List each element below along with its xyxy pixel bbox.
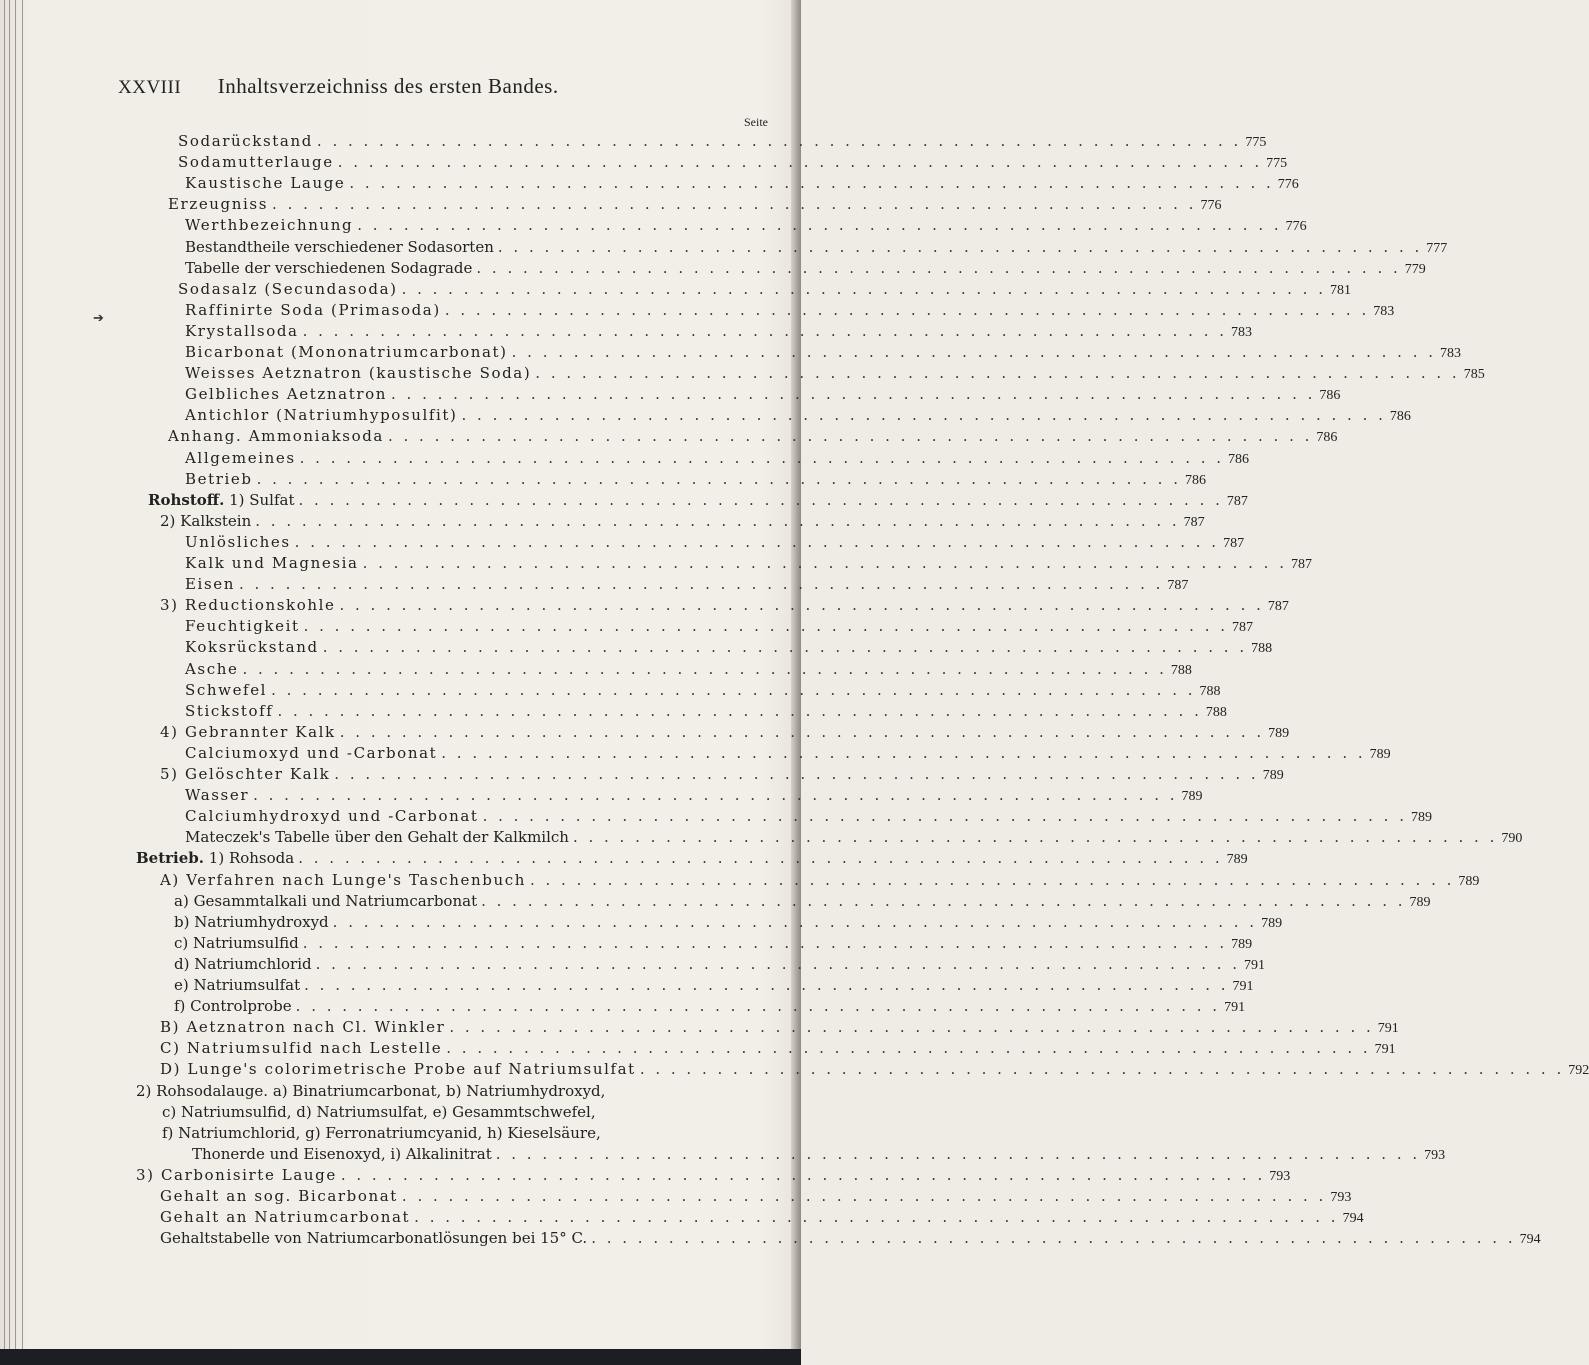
leader-dots: . . . . . . . . . . . . . . . . . . . . . . . . . . . . . . . . . . . . . . . . . . . . . . . . . . . . . . . . . . . . (303, 617, 1229, 636)
toc-entry-label: Weisses Aetznatron (kaustische Soda) (185, 364, 532, 383)
toc-entry-label: Eisen (185, 575, 235, 594)
toc-entry-label: e) Natriumsulfat (174, 976, 301, 994)
toc-entry-label: Gehalt an Natriumcarbonat (160, 1207, 411, 1226)
toc-entry (160, 1186, 1352, 1207)
toc-entry (185, 638, 1273, 658)
toc-entry-label: Gehalt an sog. Bicarbonat (160, 1186, 398, 1205)
toc-entry (174, 997, 1246, 1017)
toc-entry-label: c) Natriumsulfid (174, 933, 299, 952)
leader-dots: . . . . . . . . . . . . . . . . . . . . . . . . . . . . . . . . . . . . . . . . . . . . . . . . . . . . . . . . . . . . (238, 575, 1164, 594)
toc-entry-page: 775 (1245, 135, 1267, 150)
leader-dots: . . . . . . . . . . . . . . . . . . . . . . . . . . . . . . . . . . . . . . . . . . . . . . . . . . . . . . . . . . . . (495, 1144, 1421, 1163)
toc-entry-page: 789 (1410, 810, 1432, 826)
toc-entry-page: 792 (1568, 1063, 1589, 1079)
leader-dots: . . . . . . . . . . . . . . . . . . . . . . . . . . . . . . . . . . . . . . . . . . . . . . . . . . . . . . . . . . . . (272, 195, 1197, 214)
rohsodalauge-line: 2) Rohsodalauge. a) Binatriumcarbonat, b) Natriumhydroxyd, (136, 1081, 606, 1100)
leader-dots: . . . . . . . . . . . . . . . . . . . . . . . . . . . . . . . . . . . . . . . . . . . . . . . . . . . . . . . . . . . . (349, 174, 1274, 193)
toc-entry (160, 765, 1284, 785)
toc-entry (174, 954, 1266, 975)
toc-entry-page: 794 (1519, 1231, 1541, 1247)
toc-entry-label: Asche (185, 659, 239, 678)
toc-entry-page: 776 (1200, 198, 1222, 214)
toc-entry (178, 153, 1288, 173)
section-keyword: Rohstoff. (148, 490, 225, 509)
toc-entry (185, 575, 1189, 595)
toc-entry-label: Betrieb. 1) Rohsoda (136, 849, 295, 868)
toc-entry (192, 1144, 1446, 1165)
toc-entry-label: Kalk und Magnesia (185, 554, 359, 572)
toc-entry (185, 237, 1448, 258)
toc-entry-page: 791 (1232, 979, 1254, 994)
toc-entry-label: Betrieb (185, 469, 253, 488)
toc-entry (185, 701, 1227, 722)
toc-entry (185, 469, 1206, 490)
toc-entry (168, 427, 1338, 447)
leader-dots: . . . . . . . . . . . . . . . . . . . . . . . . . . . . . . . . . . . . . . . . . . . . . . . . . . . . . . . . . . . . (304, 976, 1229, 994)
toc-entry-label: b) Natriumhydroxyd (174, 912, 329, 931)
toc-entry-page: 793 (1330, 1189, 1352, 1205)
leader-dots: . . . . . . . . . . . . . . . . . . . . . . . . . . . . . . . . . . . . . . . . . . . . . . . . . . . . . . . . . . . . (315, 954, 1241, 973)
toc-entry (185, 554, 1312, 574)
toc-entry-page: 779 (1404, 261, 1426, 277)
toc-entry (136, 849, 1248, 869)
toc-entry-label: B) Aetznatron nach Cl. Winkler (160, 1018, 446, 1037)
toc-entry-page: 791 (1374, 1042, 1396, 1058)
toc-entry-label: d) Natriumchlorid (174, 954, 312, 973)
toc-entry (185, 828, 1523, 848)
toc-entry-page: 791 (1377, 1021, 1399, 1037)
leader-dots: . . . . . . . . . . . . . . . . . . . . . . . . . . . . . . . . . . . . . . . . . . . . . . . . . . . . . . . . . . . . (316, 132, 1242, 150)
leader-dots: . . . . . . . . . . . . . . . . . . . . . . . . . . . . . . . . . . . . . . . . . . . . . . . . . . . . . . . . . . . . (302, 321, 1227, 340)
leader-dots: . . . . . . . . . . . . . . . . . . . . . . . . . . . . . . . . . . . . . . . . . . . . . . . . . . . . . . . . . . . . (340, 1165, 1266, 1184)
toc-entry-page: 786 (1184, 472, 1206, 488)
toc-entry-label: Schwefel (185, 680, 268, 699)
toc-entry (185, 364, 1485, 384)
toc-entry-page: 789 (1369, 746, 1391, 762)
toc-entry-page: 783 (1231, 324, 1252, 340)
toc-entry (160, 1060, 1589, 1080)
toc-entry-label: C) Natriumsulfid nach Lestelle (160, 1039, 443, 1058)
leader-dots: . . . . . . . . . . . . . . . . . . . . . . . . . . . . . . . . . . . . . . . . . . . . . . . . . . . . . . . . . . . . (322, 638, 1248, 657)
margin-arrow-mark: ➔ (93, 311, 104, 326)
toc-entry (185, 385, 1341, 405)
toc-entry-page: 791 (1244, 957, 1266, 973)
toc-entry-page: 781 (1329, 282, 1351, 298)
toc-entry-label: A) Verfahren nach Lunge's Taschenbuch (160, 870, 526, 889)
toc-entry (185, 406, 1411, 426)
leader-dots: . . . . . . . . . . . . . . . . . . . . . . . . . . . . . . . . . . . . . . . . . . . . . . . . . . . . . . . . . . . . (302, 933, 1228, 952)
toc-entry-label: 4) Gebrannter Kalk (160, 722, 336, 741)
toc-entry-page: 793 (1269, 1168, 1291, 1184)
toc-entry-label: 3) Carbonisirte Lauge (136, 1165, 337, 1184)
toc-entry-label: Mateczek's Tabelle über den Gehalt der Kalkmilch (185, 828, 569, 847)
toc-entry-label: D) Lunge's colorimetrische Probe auf Natriumsulfat (160, 1060, 636, 1079)
leader-dots: . . . . . . . . . . . . . . . . . . . . . . . . . . . . . . . . . . . . . . . . . . . . . . . . . . . . . . . . . . . . (256, 469, 1181, 488)
toc-entry-label: f) Controlprobe (174, 997, 292, 1016)
toc-entry-label: Antichlor (Natriumhyposulfit) (185, 406, 458, 425)
toc-entry (178, 132, 1267, 152)
toc-entry (174, 933, 1253, 954)
toc-entry-page: 787 (1167, 578, 1189, 594)
leader-dots: . . . . . . . . . . . . . . . . . . . . . . . . . . . . . . . . . . . . . . . . . . . . . . . . . . . . . . . . . . . . (401, 279, 1326, 298)
toc-entry-label: Thonerde und Eisenoxyd, i) Alkalinitrat (192, 1144, 492, 1163)
leader-dots: . . . . . . . . . . . . . . . . . . . . . . . . . . . . . . . . . . . . . . . . . . . . . . . . . . . . . . . . . . . . (444, 300, 1370, 319)
toc-entry-page: 789 (1181, 789, 1203, 805)
scan-bottom-border (0, 1349, 801, 1365)
leader-dots: . . . . . . . . . . . . . . . . . . . . . . . . . . . . . . . . . . . . . . . . . . . . . . . . . . . . . . . . . . . . (401, 1186, 1327, 1205)
leader-dots: . . . . . . . . . . . . . . . . . . . . . . . . . . . . . . . . . . . . . . . . . . . . . . . . . . . . . . . . . . . . (339, 722, 1265, 741)
leader-dots: . . . . . . . . . . . . . . . . . . . . . . . . . . . . . . . . . . . . . . . . . . . . . . . . . . . . . . . . . . . . (497, 237, 1423, 256)
seite-column-label: Seite (744, 115, 768, 129)
toc-entry (136, 1165, 1291, 1186)
toc-entry-page: 789 (1261, 915, 1283, 931)
toc-entry-page: 794 (1342, 1210, 1364, 1226)
toc-entry-page: 789 (1262, 768, 1284, 783)
toc-entry-page: 789 (1458, 873, 1480, 889)
leader-dots: . . . . . . . . . . . . . . . . . . . . . . . . . . . . . . . . . . . . . . . . . . . . . . . . . . . . . . . . . . . . (337, 153, 1263, 172)
toc-entry-page: 783 (1373, 303, 1395, 319)
leader-dots: . . . . . . . . . . . . . . . . . . . . . . . . . . . . . . . . . . . . . . . . . . . . . . . . . . . . . . . . . . . . (294, 532, 1220, 551)
leader-dots: . . . . . . . . . . . . . . . . . . . . . . . . . . . . . . . . . . . . . . . . . . . . . . . . . . . . . . . . . . . . (387, 427, 1313, 446)
section-keyword: Betrieb. (136, 849, 205, 868)
toc-entry-page: 787 (1267, 599, 1289, 615)
toc-entry-label: a) Gesammtalkali und Natriumcarbonat (174, 891, 478, 910)
leader-dots: . . . . . . . . . . . . . . . . . . . . . . . . . . . . . . . . . . . . . . . . . . . . . . . . . . . . . . . . . . . . (277, 701, 1202, 720)
leader-dots: . . . . . . . . . . . . . . . . . . . . . . . . . . . . . . . . . . . . . . . . . . . . . . . . . . . . . . . . . . . . (591, 1228, 1516, 1247)
leader-dots: . . . . . . . . . . . . . . . . . . . . . . . . . . . . . . . . . . . . . . . . . . . . . . . . . . . . . . . . . . . . (255, 511, 1180, 530)
toc-entry (185, 174, 1299, 194)
leader-dots: . . . . . . . . . . . . . . . . . . . . . . . . . . . . . . . . . . . . . . . . . . . . . . . . . . . . . . . . . . . . (242, 659, 1167, 678)
toc-entry (160, 511, 1205, 532)
toc-entry-page: 786 (1319, 388, 1341, 404)
toc-entry-label: Tabelle der verschiedenen Sodagrade (185, 258, 473, 277)
leader-dots: . . . . . . . . . . . . . . . . . . . . . . . . . . . . . . . . . . . . . . . . . . . . . . . . . . . . . . . . . . . . (295, 997, 1221, 1016)
leader-dots: . . . . . . . . . . . . . . . . . . . . . . . . . . . . . . . . . . . . . . . . . . . . . . . . . . . . . . . . . . . . (339, 596, 1264, 615)
toc-entry (160, 1039, 1396, 1059)
toc-entry-page: 788 (1205, 704, 1227, 720)
toc-entry-label: Rohstoff. 1) Sulfat (148, 490, 295, 509)
toc-entry (185, 532, 1245, 553)
toc-entry-label: Calciumhydroxyd und -Carbonat (185, 807, 479, 826)
leader-dots: . . . . . . . . . . . . . . . . . . . . . . . . . . . . . . . . . . . . . . . . . . . . . . . . . . . . . . . . . . . . (334, 765, 1259, 783)
toc-entry-label: Raffinirte Soda (Primasoda) (185, 300, 441, 319)
leader-dots: . . . . . . . . . . . . . . . . . . . . . . . . . . . . . . . . . . . . . . . . . . . . . . . . . . . . . . . . . . . . (253, 786, 1178, 805)
toc-entry (185, 786, 1203, 806)
leader-dots: . . . . . . . . . . . . . . . . . . . . . . . . . . . . . . . . . . . . . . . . . . . . . . . . . . . . . . . . . . . . (461, 406, 1386, 425)
toc-entry-label: Bestandtheile verschiedener Sodasorten (185, 237, 494, 256)
toc-entry-label: Erzeugniss (168, 195, 269, 214)
leader-dots: . . . . . . . . . . . . . . . . . . . . . . . . . . . . . . . . . . . . . . . . . . . . . . . . . . . . . . . . . . . . (535, 364, 1460, 383)
page-number-roman: XXVIII (118, 77, 182, 98)
toc-entry-page: 787 (1183, 514, 1205, 530)
toc-entry (185, 258, 1426, 279)
page-header (118, 74, 559, 99)
toc-entry-page: 786 (1389, 409, 1411, 425)
toc-entry (185, 807, 1432, 827)
toc-entry-page: 790 (1501, 831, 1523, 847)
toc-entry-page: 787 (1226, 493, 1248, 509)
toc-entry-label: 5) Gelöschter Kalk (160, 765, 331, 783)
leader-dots: . . . . . . . . . . . . . . . . . . . . . . . . . . . . . . . . . . . . . . . . . . . . . . . . . . . . . . . . . . . . (441, 743, 1366, 762)
toc-entry-label: Wasser (185, 786, 250, 805)
toc-entry-page: 789 (1268, 725, 1290, 741)
toc-entry-page: 787 (1232, 620, 1254, 636)
leader-dots: . . . . . . . . . . . . . . . . . . . . . . . . . . . . . . . . . . . . . . . . . . . . . . . . . . . . . . . . . . . . (529, 870, 1455, 889)
leader-dots: . . . . . . . . . . . . . . . . . . . . . . . . . . . . . . . . . . . . . . . . . . . . . . . . . . . . . . . . . . . . (271, 680, 1196, 699)
toc-entry-page: 788 (1199, 683, 1221, 699)
toc-entry (168, 195, 1222, 215)
leader-dots: . . . . . . . . . . . . . . . . . . . . . . . . . . . . . . . . . . . . . . . . . . . . . . . . . . . . . . . . . . . . (639, 1060, 1565, 1079)
toc-entry (185, 617, 1254, 637)
toc-entry (160, 722, 1290, 743)
toc-entry-page: 785 (1463, 367, 1485, 383)
toc-entry-label: Sodamutterlauge (178, 153, 334, 172)
toc-entry (185, 743, 1391, 764)
toc-entry-label: Krystallsoda (185, 321, 299, 340)
toc-entry (185, 448, 1250, 469)
toc-entry (185, 343, 1462, 363)
leader-dots: . . . . . . . . . . . . . . . . . . . . . . . . . . . . . . . . . . . . . . . . . . . . . . . . . . . . . . . . . . . . (449, 1018, 1374, 1037)
rohsodalauge-line: f) Natriumchlorid, g) Ferronatriumcyanid, h) Kieselsäure, (162, 1123, 601, 1142)
toc-entry-page: 775 (1266, 156, 1288, 172)
toc-entry-page: 791 (1224, 1000, 1246, 1016)
leader-dots: . . . . . . . . . . . . . . . . . . . . . . . . . . . . . . . . . . . . . . . . . . . . . . . . . . . . . . . . . . . . (414, 1207, 1339, 1226)
toc-entry-page: 788 (1170, 662, 1192, 678)
toc-entry (174, 976, 1254, 996)
toc-entry-page: 786 (1228, 451, 1250, 467)
toc-entry-label: Allgemeines (185, 448, 296, 467)
leader-dots: . . . . . . . . . . . . . . . . . . . . . . . . . . . . . . . . . . . . . . . . . . . . . . . . . . . . . . . . . . . . (362, 554, 1287, 572)
toc-entry-label: Kaustische Lauge (185, 174, 346, 193)
toc-entry-page: 789 (1226, 852, 1248, 868)
leader-dots: . . . . . . . . . . . . . . . . . . . . . . . . . . . . . . . . . . . . . . . . . . . . . . . . . . . . . . . . . . . . (298, 849, 1223, 868)
toc-entry (185, 216, 1307, 236)
rohsodalauge-line: c) Natriumsulfid, d) Natriumsulfat, e) Gesammtschwefel, (162, 1102, 596, 1121)
leader-dots: . . . . . . . . . . . . . . . . . . . . . . . . . . . . . . . . . . . . . . . . . . . . . . . . . . . . . . . . . . . . (357, 216, 1282, 235)
toc-entry-page: 777 (1426, 240, 1448, 256)
toc-entry-label: Calciumoxyd und -Carbonat (185, 743, 438, 762)
toc-entry (185, 300, 1395, 321)
toc-entry (160, 1207, 1364, 1228)
toc-entry (185, 659, 1192, 680)
toc-entry-label: Feuchtigkeit (185, 617, 300, 636)
toc-entry-page: 789 (1231, 936, 1253, 952)
toc-entry-page: 776 (1277, 177, 1299, 193)
toc-entry-label: 2) Kalkstein (160, 511, 252, 530)
leader-dots: . . . . . . . . . . . . . . . . . . . . . . . . . . . . . . . . . . . . . . . . . . . . . . . . . . . . . . . . . . . . (446, 1039, 1371, 1058)
toc-entry-page: 788 (1251, 641, 1273, 657)
toc-entry-label: Bicarbonat (Mononatriumcarbonat) (185, 343, 508, 361)
toc-entry-label: Sodasalz (Secundasoda) (178, 279, 398, 298)
page-title: Inhaltsverzeichniss des ersten Bandes. (217, 74, 559, 98)
leader-dots: . . . . . . . . . . . . . . . . . . . . . . . . . . . . . . . . . . . . . . . . . . . . . . . . . . . . . . . . . . . . (332, 912, 1258, 931)
toc-entry-label: Koksrückstand (185, 638, 319, 657)
toc-entry-label: Werthbezeichnung (185, 216, 354, 235)
toc-entry-page: 789 (1409, 894, 1431, 910)
toc-entry-page: 786 (1316, 430, 1338, 446)
leader-dots: . . . . . . . . . . . . . . . . . . . . . . . . . . . . . . . . . . . . . . . . . . . . . . . . . . . . . . . . . . . . (481, 891, 1406, 910)
toc-entry-label: 3) Reductionskohle (160, 596, 336, 615)
toc-entry-page: 787 (1290, 557, 1312, 572)
toc-entry (174, 891, 1431, 912)
leader-dots: . . . . . . . . . . . . . . . . . . . . . . . . . . . . . . . . . . . . . . . . . . . . . . . . . . . . . . . . . . . . (299, 448, 1225, 467)
leader-dots: . . . . . . . . . . . . . . . . . . . . . . . . . . . . . . . . . . . . . . . . . . . . . . . . . . . . . . . . . . . . (511, 343, 1437, 361)
page-left-edge (0, 0, 30, 1365)
toc-entry-label: Stickstoff (185, 701, 274, 720)
toc-entry (160, 1228, 1541, 1249)
toc-entry (185, 680, 1221, 701)
toc-entry-label: Unlösliches (185, 532, 291, 551)
toc-entry (174, 912, 1283, 933)
toc-entry (160, 1018, 1399, 1038)
toc-entry (160, 870, 1480, 891)
toc-entry (148, 490, 1248, 511)
toc-entry-page: 783 (1440, 346, 1462, 361)
toc-entry-label: Anhang. Ammoniaksoda (168, 427, 384, 446)
toc-entry (160, 596, 1289, 616)
toc-entry-page: 787 (1223, 535, 1245, 551)
toc-entry (178, 279, 1351, 300)
toc-entry-label: Gelbliches Aetznatron (185, 385, 387, 404)
leader-dots: . . . . . . . . . . . . . . . . . . . . . . . . . . . . . . . . . . . . . . . . . . . . . . . . . . . . . . . . . . . . (391, 385, 1316, 404)
toc-entry-label: Gehaltstabelle von Natriumcarbonatlösungen bei 15° C. (160, 1228, 588, 1247)
leader-dots: . . . . . . . . . . . . . . . . . . . . . . . . . . . . . . . . . . . . . . . . . . . . . . . . . . . . . . . . . . . . (476, 258, 1401, 277)
leader-dots: . . . . . . . . . . . . . . . . . . . . . . . . . . . . . . . . . . . . . . . . . . . . . . . . . . . . . . . . . . . . (298, 490, 1223, 509)
leader-dots: . . . . . . . . . . . . . . . . . . . . . . . . . . . . . . . . . . . . . . . . . . . . . . . . . . . . . . . . . . . . (572, 828, 1498, 847)
toc-entry-page: 793 (1424, 1147, 1446, 1163)
toc-entry-label: Sodarückstand (178, 132, 313, 150)
leader-dots: . . . . . . . . . . . . . . . . . . . . . . . . . . . . . . . . . . . . . . . . . . . . . . . . . . . . . . . . . . . . (482, 807, 1407, 826)
toc-entry (185, 321, 1252, 342)
toc-entry-page: 776 (1285, 219, 1307, 235)
